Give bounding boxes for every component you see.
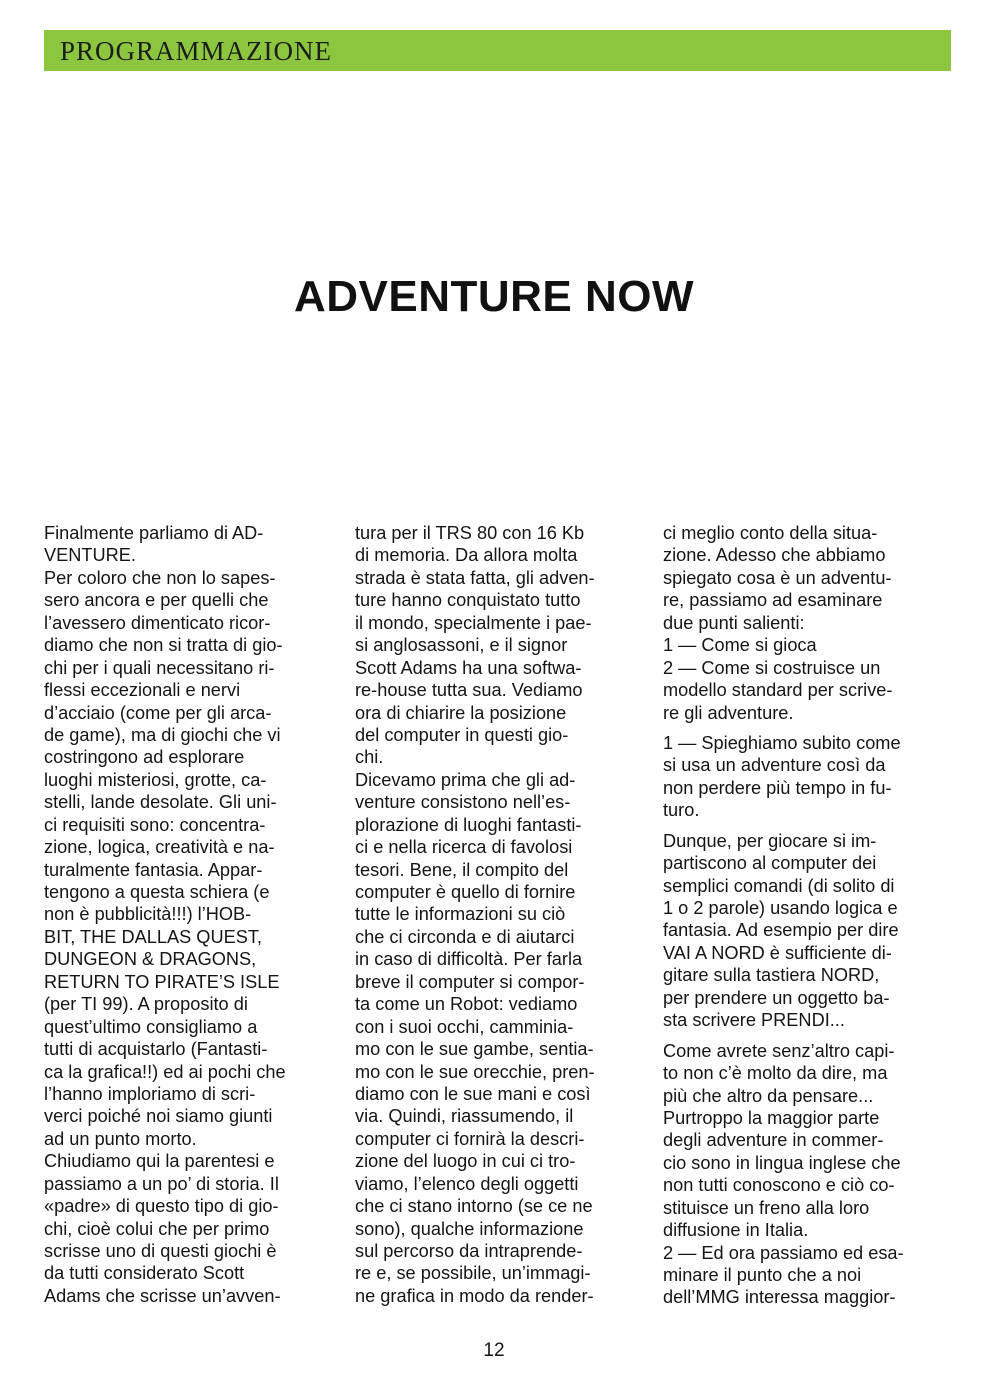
text-line: computer è quello di fornire: [355, 882, 576, 902]
text-line: sono), qualche informazione: [355, 1218, 584, 1239]
text-line: luoghi misteriosi, grotte, ca-: [44, 769, 267, 790]
text-line: Per coloro che non lo sapes-: [44, 567, 276, 588]
text-line: degli adventure in commer-: [663, 1130, 884, 1151]
text-line: l’hanno imploriamo di scri-: [44, 1083, 256, 1104]
text-line: sero ancora e per quelli che: [44, 590, 269, 611]
text-line: ca la grafica!!) ed ai pochi che: [44, 1061, 286, 1082]
text-line: Purtroppo la maggior parte: [663, 1107, 880, 1128]
text-line: due punti salienti:: [663, 612, 805, 633]
text-line: ci meglio conto della situa-: [663, 523, 878, 543]
text-line: ta come un Robot: vediamo: [355, 994, 578, 1015]
text-column-3: [663, 522, 948, 1309]
text-line: ci e nella ricerca di favolosi: [355, 837, 573, 858]
text-line: non perdere più tempo in fu-: [663, 777, 892, 798]
text-line: 1 o 2 parole) usando logica e: [663, 898, 898, 918]
text-line: Chiudiamo qui la parentesi e: [44, 1151, 275, 1172]
text-line: ora di chiarire la posizione: [355, 702, 567, 723]
text-line: sta scrivere PRENDI...: [663, 1010, 845, 1031]
text-line: 1 — Spieghiamo subito come: [663, 732, 901, 753]
text-line: ad un punto morto.: [44, 1128, 197, 1149]
text-line: BIT, THE DALLAS QUEST,: [44, 926, 262, 947]
text-line: si usa un adventure così da: [663, 755, 886, 776]
text-line: si anglosassoni, e il signor: [355, 635, 568, 656]
text-line: minare il punto che a noi: [663, 1265, 862, 1285]
text-line: plorazione di luoghi fantasti-: [355, 814, 582, 835]
text-line: costringono ad esplorare: [44, 747, 245, 768]
text-line: passiamo a un po’ di storia. Il: [44, 1173, 279, 1194]
section-label: PROGRAMMAZIONE: [60, 36, 333, 66]
text-line: in caso di difficoltà. Per farla: [355, 949, 583, 970]
text-line: «padre» di questo tipo di gio-: [44, 1196, 279, 1217]
text-line: venture consistono nell’es-: [355, 792, 571, 813]
text-line: via. Quindi, riassumendo, il: [355, 1106, 574, 1127]
text-line: 1 — Come si gioca: [663, 635, 817, 656]
text-line: modello standard per scrive-: [663, 680, 893, 701]
text-line: to non c’è molto da dire, ma: [663, 1063, 888, 1084]
text-line: dell’MMG interessa maggior-: [663, 1287, 896, 1308]
text-line: ture hanno conquistato tutto: [355, 590, 581, 611]
text-line: ci requisiti sono: concentra-: [44, 814, 266, 835]
text-line: re e, se possibile, un’immagi-: [355, 1263, 591, 1284]
text-line: stituisce un freno alla loro: [663, 1197, 870, 1218]
text-line: quest’ultimo consigliamo a: [44, 1016, 258, 1037]
text-line: spiegato cosa è un adventu-: [663, 567, 892, 588]
text-line: zione, logica, creatività e na-: [44, 837, 275, 858]
text-line: cio sono in lingua inglese che: [663, 1152, 901, 1173]
text-line: 2 — Ed ora passiamo ed esa-: [663, 1242, 904, 1263]
text-line: turalmente fantasia. Appar-: [44, 859, 263, 880]
text-line: breve il computer si compor-: [355, 971, 585, 992]
text-line: turo.: [663, 800, 700, 821]
text-line: Dunque, per giocare si im-: [663, 830, 877, 851]
text-line: 2 — Come si costruisce un: [663, 657, 881, 678]
paragraph-gap: [663, 822, 948, 830]
text-line: flessi eccezionali e nervi: [44, 680, 241, 701]
text-line: RETURN TO PIRATE’S ISLE: [44, 971, 280, 992]
text-line: verci poiché noi siamo giunti: [44, 1106, 273, 1127]
text-line: che ci circonda e di aiutarci: [355, 926, 575, 947]
text-column-1: [44, 522, 334, 1307]
text-line: non è pubblicità!!!) l’HOB-: [44, 904, 252, 925]
text-line: zione del luogo in cui ci tro-: [355, 1151, 576, 1172]
text-line: viamo, l’elenco degli oggetti: [355, 1173, 579, 1194]
text-line: VAI A NORD è sufficiente di-: [663, 942, 892, 963]
text-line: strada è stata fatta, gli adven-: [355, 567, 595, 588]
text-column-2: [355, 522, 645, 1307]
text-line: per prendere un oggetto ba-: [663, 987, 890, 1008]
text-line: scrisse uno di questi giochi è: [44, 1241, 277, 1261]
text-line: Finalmente parliamo di AD-: [44, 523, 264, 543]
text-line: mo con le sue gambe, sentia-: [355, 1039, 594, 1060]
text-line: di memoria. Da allora molta: [355, 545, 578, 566]
text-line: DUNGEON & DRAGONS,: [44, 949, 257, 970]
text-line: re-house tutta sua. Vediamo: [355, 680, 583, 701]
text-line: gitare sulla tastiera NORD,: [663, 965, 880, 986]
text-line: Dicevamo prima che gli ad-: [355, 769, 576, 790]
text-line: diamo che non si tratta di gio-: [44, 635, 283, 656]
article-title: ADVENTURE NOW: [293, 272, 695, 321]
section-header-bar: [44, 30, 951, 71]
text-line: Scott Adams ha una softwa-: [355, 657, 582, 678]
text-line: chi.: [355, 747, 384, 768]
text-line: re, passiamo ad esaminare: [663, 590, 883, 611]
text-line: tutti di acquistarlo (Fantasti-: [44, 1039, 268, 1060]
text-line: mo con le sue orecchie, pren-: [355, 1061, 595, 1082]
text-line: tengono a questa schiera (e: [44, 882, 270, 902]
text-line: diamo con le sue mani e così: [355, 1083, 591, 1104]
text-line: VENTURE.: [44, 545, 136, 566]
text-line: zione. Adesso che abbiamo: [663, 545, 886, 566]
text-line: ne grafica in modo da render-: [355, 1285, 594, 1306]
text-line: re gli adventure.: [663, 702, 794, 723]
text-line: del computer in questi gio-: [355, 724, 569, 745]
text-line: semplici comandi (di solito di: [663, 875, 895, 896]
text-line: più che altro da pensare...: [663, 1085, 874, 1106]
text-line: con i suoi occhi, camminia-: [355, 1016, 574, 1037]
text-line: da tutti considerato Scott: [44, 1263, 245, 1284]
text-line: tesori. Bene, il compito del: [355, 859, 569, 880]
page-number: 12: [483, 1340, 505, 1361]
text-line: non tutti conoscono e ciò co-: [663, 1175, 895, 1196]
text-line: chi, cioè colui che per primo: [44, 1218, 270, 1239]
text-line: tutte le informazioni su ciò: [355, 904, 566, 925]
text-line: chi per i quali necessitano ri-: [44, 657, 275, 678]
text-line: fantasia. Ad esempio per dire: [663, 920, 899, 941]
text-line: d’acciaio (come per gli arca-: [44, 702, 272, 723]
text-line: (per TI 99). A proposito di: [44, 994, 248, 1015]
text-line: sul percorso da intraprende-: [355, 1241, 583, 1261]
text-line: Adams che scrisse un’avven-: [44, 1285, 281, 1306]
paragraph-gap: [663, 724, 948, 732]
text-line: tura per il TRS 80 con 16 Kb: [355, 523, 585, 543]
text-line: che ci stano intorno (se ce ne: [355, 1196, 593, 1217]
text-line: il mondo, specialmente i pae-: [355, 612, 592, 633]
text-line: de game), ma di giochi che vi: [44, 724, 281, 745]
paragraph-gap: [663, 1032, 948, 1040]
text-line: computer ci fornirà la descri-: [355, 1128, 585, 1149]
text-line: Come avrete senz’altro capi-: [663, 1040, 895, 1061]
text-line: stelli, lande desolate. Gli uni-: [44, 792, 277, 813]
text-line: l’avessero dimenticato ricor-: [44, 612, 271, 633]
text-line: partiscono al computer dei: [663, 853, 877, 874]
text-line: diffusione in Italia.: [663, 1220, 809, 1241]
